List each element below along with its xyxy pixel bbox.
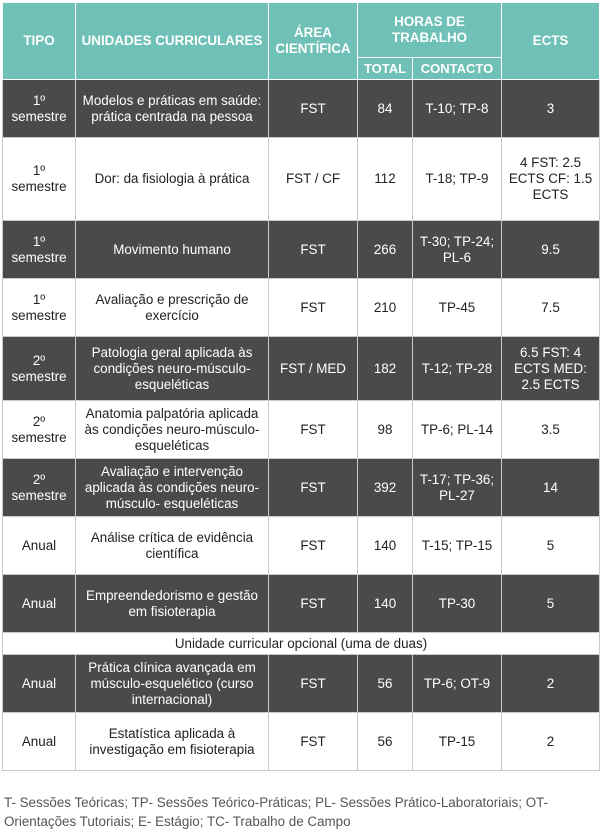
cell-unidade: Estatística aplicada à investigação em fisioterapia: [76, 713, 269, 771]
cell-area: FST: [269, 655, 358, 713]
table-row: [3, 138, 600, 221]
cell-ects: 4 FST: 2.5 ECTS CF: 1.5 ECTS: [502, 138, 600, 221]
cell-ects: 2: [502, 655, 600, 713]
abbreviations-legend: T- Sessões Teóricas; TP- Sessões Teórico-Práticas; PL- Sessões Prático-Laboratoriais; OT- Orientações Tutoriais; E- Estágio; TC- Trabalho de Campo: [4, 795, 549, 829]
cell-tipo: 1º semestre: [3, 279, 76, 337]
cell-ects: 3: [502, 80, 600, 138]
optional-section-row: [3, 633, 600, 655]
cell-total: 56: [358, 655, 413, 713]
cell-area: FST: [269, 459, 358, 517]
header-tipo: TIPO: [3, 3, 76, 80]
cell-unidade: Avaliação e prescrição de exercício: [76, 279, 269, 337]
cell-contacto: TP-15: [413, 713, 502, 771]
cell-contacto: TP-45: [413, 279, 502, 337]
table-row: [3, 337, 600, 401]
table-row: [3, 517, 600, 575]
curriculum-table: [2, 2, 600, 771]
table-row: [3, 575, 600, 633]
cell-total: 266: [358, 221, 413, 279]
cell-total: 98: [358, 401, 413, 459]
cell-unidade: Prática clínica avançada em músculo-esquelético (curso internacional): [76, 655, 269, 713]
cell-unidade: Análise crítica de evidência científica: [76, 517, 269, 575]
table-row: [3, 459, 600, 517]
cell-area: FST: [269, 401, 358, 459]
cell-ects: 2: [502, 713, 600, 771]
cell-unidade: Anatomia palpatória aplicada às condições neuro-músculo- esqueléticas: [76, 401, 269, 459]
cell-tipo: 2º semestre: [3, 401, 76, 459]
table-row: [3, 221, 600, 279]
cell-area: FST: [269, 221, 358, 279]
cell-contacto: TP-6; OT-9: [413, 655, 502, 713]
header-contacto: CONTACTO: [413, 58, 502, 80]
cell-ects: 3.5: [502, 401, 600, 459]
header-unidades: UNIDADES CURRICULARES: [76, 3, 269, 80]
header-ects: ECTS: [502, 3, 600, 80]
cell-tipo: Anual: [3, 517, 76, 575]
header-horas: HORAS DE TRABALHO: [358, 3, 502, 58]
table-row: [3, 80, 600, 138]
cell-contacto: T-10; TP-8: [413, 80, 502, 138]
cell-tipo: 2º semestre: [3, 337, 76, 401]
cell-contacto: T-18; TP-9: [413, 138, 502, 221]
cell-area: FST / MED: [269, 337, 358, 401]
cell-ects: 5: [502, 575, 600, 633]
cell-unidade: Empreendedorismo e gestão em fisioterapia: [76, 575, 269, 633]
cell-total: 140: [358, 517, 413, 575]
cell-ects: 7.5: [502, 279, 600, 337]
table-row: [3, 279, 600, 337]
table-row: [3, 655, 600, 713]
cell-ects: 6.5 FST: 4 ECTS MED: 2.5 ECTS: [502, 337, 600, 401]
cell-area: FST: [269, 80, 358, 138]
cell-total: 392: [358, 459, 413, 517]
cell-tipo: 1º semestre: [3, 138, 76, 221]
cell-tipo: 1º semestre: [3, 80, 76, 138]
cell-contacto: TP-6; PL-14: [413, 401, 502, 459]
cell-contacto: TP-30: [413, 575, 502, 633]
cell-total: 56: [358, 713, 413, 771]
cell-contacto: T-30; TP-24; PL-6: [413, 221, 502, 279]
optional-section-label: Unidade curricular opcional (uma de duas): [3, 633, 600, 655]
cell-area: FST: [269, 517, 358, 575]
cell-tipo: 1º semestre: [3, 221, 76, 279]
cell-area: FST: [269, 279, 358, 337]
cell-contacto: T-15; TP-15: [413, 517, 502, 575]
cell-area: FST: [269, 575, 358, 633]
cell-total: 182: [358, 337, 413, 401]
cell-ects: 9.5: [502, 221, 600, 279]
cell-total: 140: [358, 575, 413, 633]
cell-total: 84: [358, 80, 413, 138]
cell-ects: 5: [502, 517, 600, 575]
cell-area: FST / CF: [269, 138, 358, 221]
cell-unidade: Patologia geral aplicada às condições neuro-músculo-esqueléticas: [76, 337, 269, 401]
header-total: TOTAL: [358, 58, 413, 80]
cell-tipo: Anual: [3, 655, 76, 713]
table-row: [3, 713, 600, 771]
cell-area: FST: [269, 713, 358, 771]
table-row: [3, 401, 600, 459]
cell-tipo: 2º semestre: [3, 459, 76, 517]
cell-unidade: Dor: da fisiologia à prática: [76, 138, 269, 221]
cell-contacto: T-12; TP-28: [413, 337, 502, 401]
cell-total: 210: [358, 279, 413, 337]
cell-unidade: Movimento humano: [76, 221, 269, 279]
cell-unidade: Avaliação e intervenção aplicada às condições neuro-músculo- esqueléticas: [76, 459, 269, 517]
cell-ects: 14: [502, 459, 600, 517]
cell-tipo: Anual: [3, 713, 76, 771]
cell-unidade: Modelos e práticas em saúde: prática centrada na pessoa: [76, 80, 269, 138]
cell-total: 112: [358, 138, 413, 221]
cell-tipo: Anual: [3, 575, 76, 633]
header-area: ÁREA CIENTÍFICA: [269, 3, 358, 80]
cell-contacto: T-17; TP-36; PL-27: [413, 459, 502, 517]
